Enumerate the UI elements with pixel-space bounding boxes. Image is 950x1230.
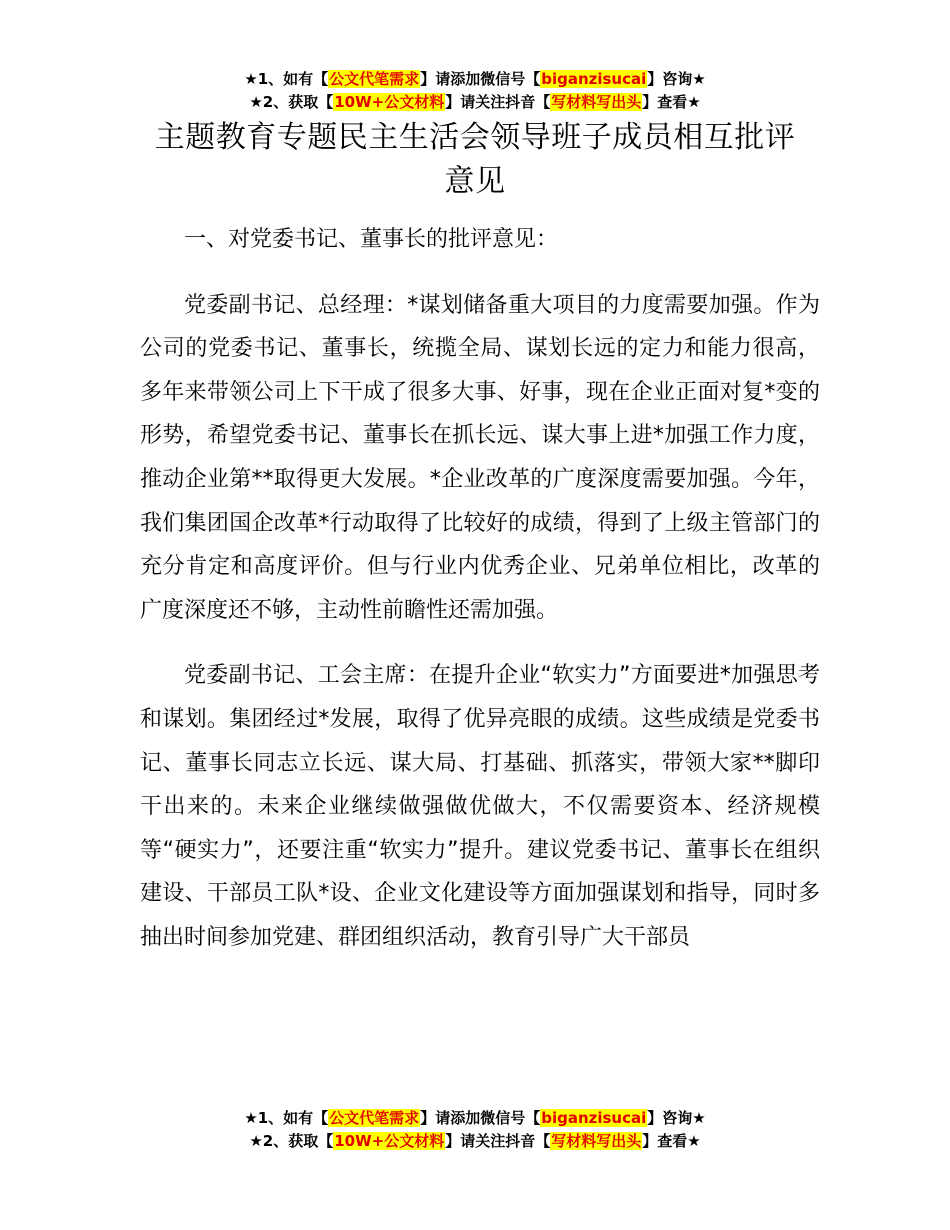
banner-text: 】咨询★: [647, 70, 706, 88]
banner-text: 】请关注抖音【: [445, 1132, 551, 1150]
banner-highlight: 10W+公文材料: [334, 93, 445, 111]
banner-text: ★2、获取【: [249, 1132, 334, 1150]
document-title: 主题教育专题民主生活会领导班子成员相互批评意见: [154, 120, 796, 199]
footer-banner: [0, 1107, 950, 1153]
banner-text: 】请添加微信号【: [420, 70, 541, 88]
banner-line-1: [0, 68, 950, 91]
banner-text: 】查看★: [642, 93, 701, 111]
banner-highlight: 写材料写出头: [551, 1132, 642, 1150]
banner-text: 】请关注抖音【: [445, 93, 551, 111]
banner-highlight: biganzisucai: [541, 70, 647, 88]
banner-text: ★1、如有【: [244, 1109, 329, 1127]
paragraph: 党委副书记、工会主席：在提升企业“软实力”方面要进*加强思考和谋划。集团经过*发展，取得了优异亮眼的成绩。这些成绩是党委书记、董事长同志立长远、谋大局、打基础、抓落实，带领大家**脚印干出来的。未来企业继续做强做优做大，不仅需要资本、经济规模等“硬实力”，还要注重“软实力”提升。建议党委书记、董事长在组织建设、干部员工队*设、企业文化建设等方面加强谋划和指导，同时多抽出时间参加党建、群团组织活动，教育引导广大干部员: [140, 663, 820, 950]
banner-line-2: [0, 1130, 950, 1153]
banner-text: ★2、获取【: [249, 93, 334, 111]
banner-highlight: 公文代笔需求: [329, 1109, 420, 1127]
banner-line-1: [0, 1107, 950, 1130]
document-body: [140, 218, 820, 982]
paragraph: 党委副书记、总经理：*谋划储备重大项目的力度需要加强。作为公司的党委书记、董事长，统揽全局、谋划长远的定力和能力很高，多年来带领公司上下干成了很多大事、好事，现在企业正面对复*变的形势，希望党委书记、董事长在抓长远、谋大事上进*加强工作力度，推动企业第**取得更大发展。*企业改革的广度深度需要加强。今年，我们集团国企改革*行动取得了比较好的成绩，得到了上级主管部门的充分肯定和高度评价。但与行业内优秀企业、兄弟单位相比，改革的广度深度还不够，主动性前瞻性还需加强。: [140, 292, 820, 623]
banner-text: 】查看★: [642, 1132, 701, 1150]
section-heading: 一、对党委书记、董事长的批评意见：: [184, 227, 559, 252]
banner-highlight: biganzisucai: [541, 1109, 647, 1127]
banner-text: ★1、如有【: [244, 70, 329, 88]
banner-text: 】咨询★: [647, 1109, 706, 1127]
header-banner: [0, 68, 950, 114]
banner-line-2: [0, 91, 950, 114]
banner-highlight: 写材料写出头: [551, 93, 642, 111]
banner-text: 】请添加微信号【: [420, 1109, 541, 1127]
banner-highlight: 公文代笔需求: [329, 70, 420, 88]
banner-highlight: 10W+公文材料: [334, 1132, 445, 1150]
